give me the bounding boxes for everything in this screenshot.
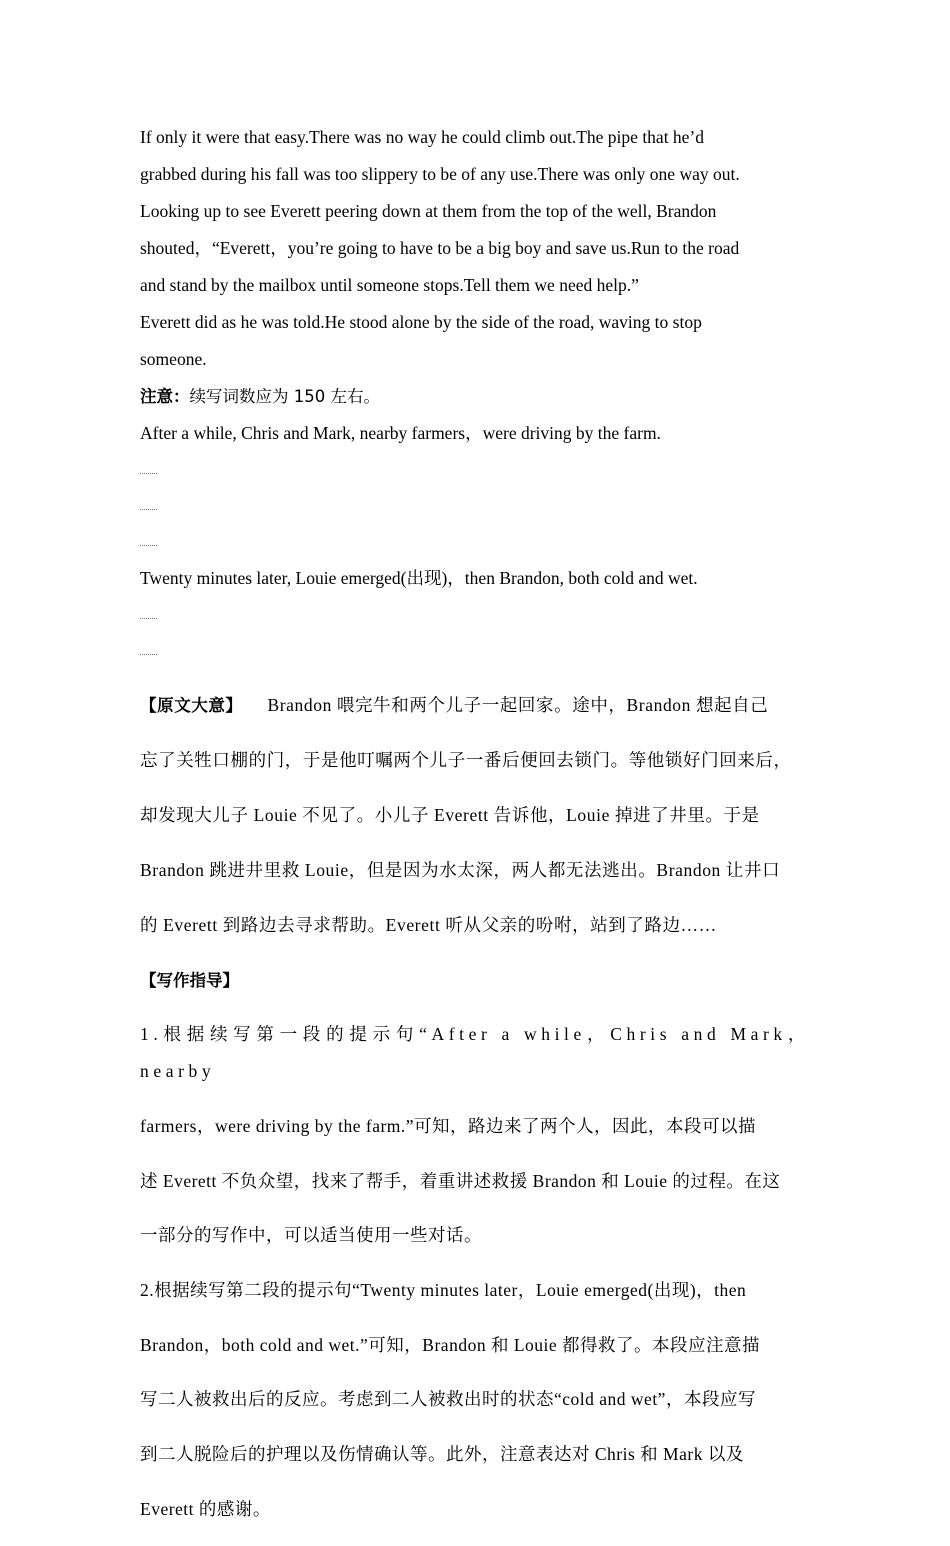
writing-blank <box>140 524 810 560</box>
guide-heading: 【写作指导】 <box>140 970 239 990</box>
guide-line: Brandon，both cold and wet.”可知，Brandon 和 Louie 都得救了。本段应注意描 <box>140 1334 761 1355</box>
summary-line: 的 Everett 到路边去寻求帮助。Everett 听从父亲的吩咐，站到了路边…… <box>140 914 717 935</box>
summary-text: Brandon 喂完牛和两个儿子一起回家。途中，Brandon 想起自己 <box>267 694 769 715</box>
blank-line <box>140 545 157 546</box>
guide-line: Everett 的感谢。 <box>140 1498 271 1519</box>
continuation-prompt-1: After a while, Chris and Mark, nearby farmers，were driving by the farm. <box>140 423 661 443</box>
text-line: and stand by the mailbox until someone stops.Tell them we need help.” <box>140 275 639 295</box>
guide-line: 述 Everett 不负众望，找来了帮手，着重讲述救援 Brandon 和 Louie 的过程。在这 <box>140 1170 781 1191</box>
note-label: 注意： <box>140 387 190 406</box>
blank-line <box>140 654 157 655</box>
summary-line: 忘了关牲口棚的门，于是他叮嘱两个儿子一番后便回去锁门。等他锁好门回来后， <box>140 749 792 770</box>
text-line: Looking up to see Everett peering down at them from the top of the well, Brandon <box>140 201 717 221</box>
guide-section <box>140 962 810 1529</box>
blank-line <box>140 509 157 510</box>
writing-blank <box>140 488 810 524</box>
summary-heading: 【原文大意】 <box>140 695 243 715</box>
summary-line: 却发现大儿子 Louie 不见了。小儿子 Everett 告诉他，Louie 掉进了井里。于是 <box>140 804 760 825</box>
summary-section <box>140 687 810 945</box>
document-page <box>140 119 810 1546</box>
story-paragraph-1 <box>140 119 810 193</box>
writing-blank <box>140 633 810 669</box>
story-paragraph-2 <box>140 193 810 304</box>
text-line: someone. <box>140 349 207 369</box>
writing-blank <box>140 452 810 488</box>
blank-line <box>140 618 157 619</box>
text-line: If only it were that easy.There was no way he could climb out.The pipe that he’d <box>140 127 705 147</box>
text-line: shouted，“Everett，you’re going to have to be a big boy and save us.Run to the road <box>140 238 740 258</box>
story-paragraph-3 <box>140 304 810 378</box>
note-text: 续写词数应为 150 左右。 <box>189 387 380 406</box>
continuation-prompt-2: Twenty minutes later, Louie emerged(出现)，then Brandon, both cold and wet. <box>140 568 698 588</box>
summary-line <box>140 687 810 725</box>
text-line: Everett did as he was told.He stood alone by the side of the road, waving to stop <box>140 312 702 332</box>
summary-line: Brandon 跳进井里救 Louie，但是因为水太深，两人都无法逃出。Brandon 让井口 <box>140 859 781 880</box>
guide-line: 2.根据续写第二段的提示句“Twenty minutes later，Louie emerged(出现)，then <box>140 1280 747 1301</box>
guide-line: 到二人脱险后的护理以及伤情确认等。此外，注意表达对 Chris 和 Mark 以及 <box>140 1444 744 1465</box>
guide-heading-row <box>140 962 810 999</box>
word-count-note <box>140 378 810 415</box>
guide-line: 写二人被救出后的反应。考虑到二人被救出时的状态“cold and wet”，本段应写 <box>140 1389 756 1410</box>
guide-line: farmers，were driving by the farm.”可知，路边来了两个人，因此，本段可以描 <box>140 1115 757 1136</box>
writing-blank <box>140 597 810 633</box>
text-line: grabbed during his fall was too slippery to be of any use.There was only one way out. <box>140 164 740 184</box>
blank-line <box>140 473 157 474</box>
guide-line: 1.根据续写第一段的提示句“After a while，Chris and Mark，nearby <box>140 1024 810 1082</box>
guide-line: 一部分的写作中，可以适当使用一些对话。 <box>140 1225 482 1246</box>
